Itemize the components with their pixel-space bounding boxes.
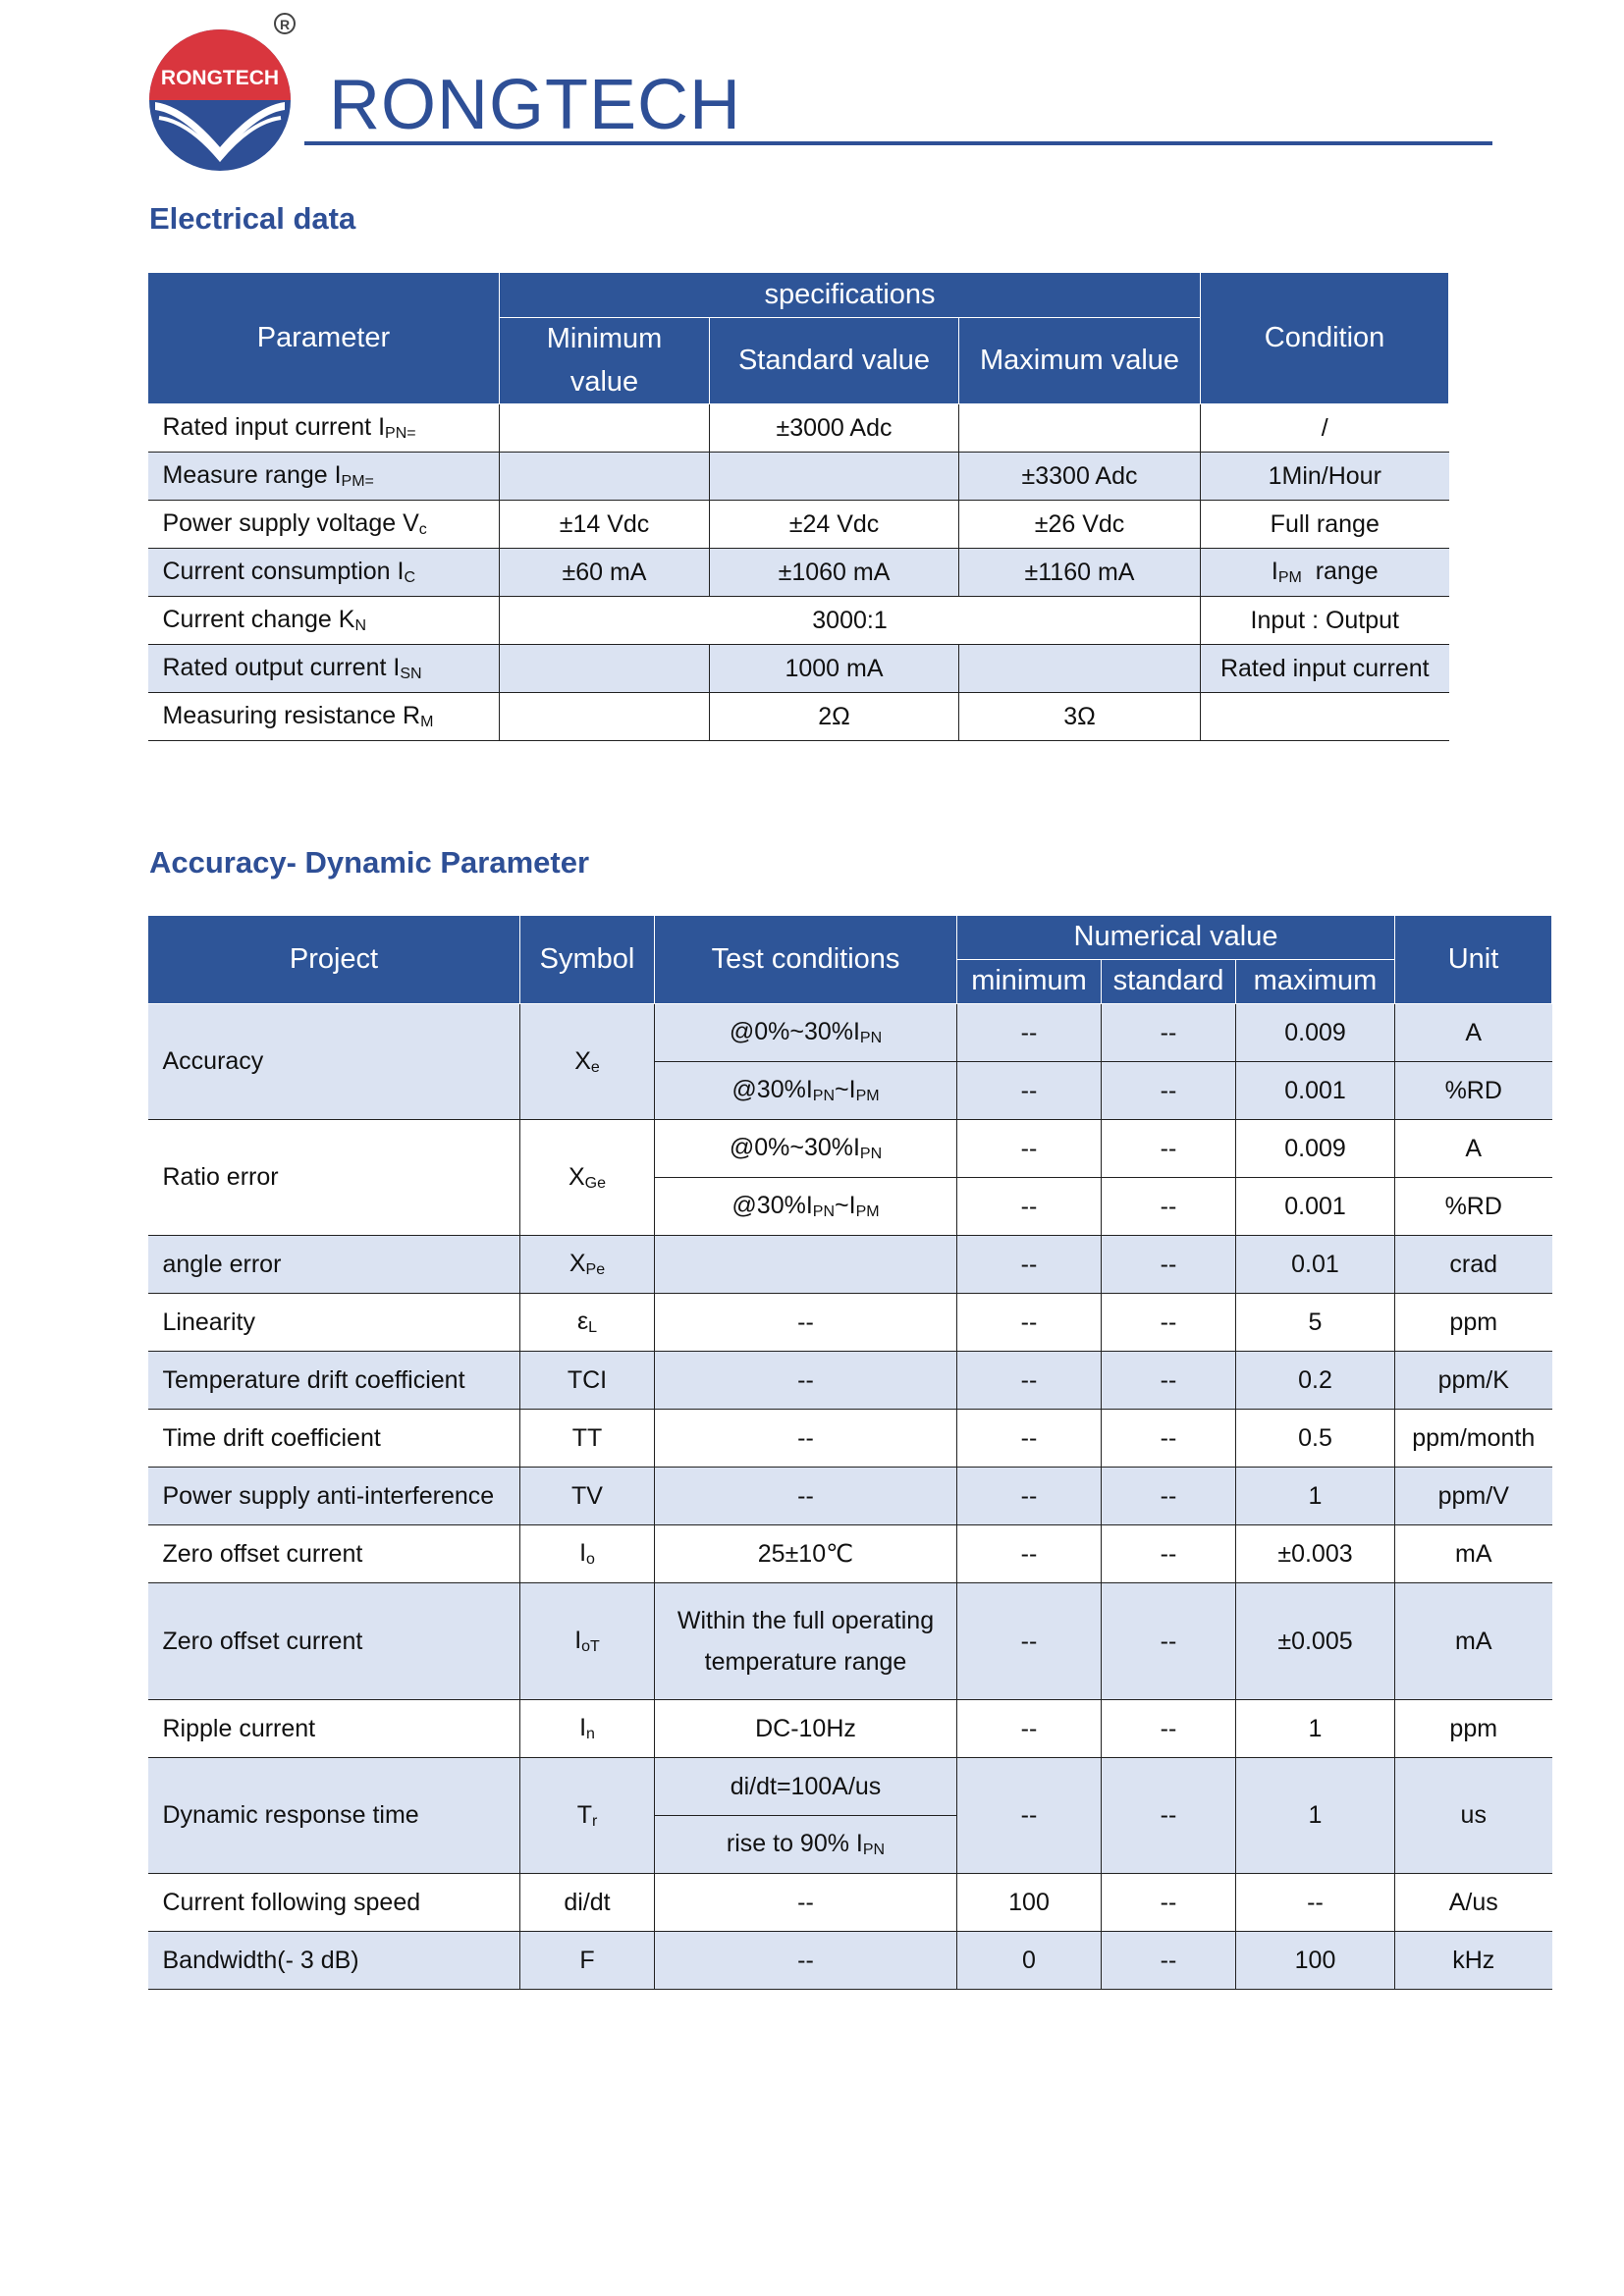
table-cell: ±14 Vdc xyxy=(500,501,710,549)
table-cell: di/dt=100A/us xyxy=(655,1758,957,1816)
table-cell: $I_{PM}$ range xyxy=(1201,549,1449,597)
table-cell: -- xyxy=(957,1468,1102,1525)
electrical-data-table xyxy=(147,272,1449,741)
table-cell: Full range xyxy=(1201,501,1449,549)
header-specifications: specifications xyxy=(500,273,1201,318)
table-cell: ppm xyxy=(1395,1700,1552,1758)
table-cell: -- xyxy=(1102,1525,1236,1583)
header-condition: Condition xyxy=(1201,273,1449,404)
table-cell: -- xyxy=(957,1583,1102,1700)
table-cell: Time drift coefficient xyxy=(148,1410,520,1468)
table-cell: mA xyxy=(1395,1525,1552,1583)
table-cell xyxy=(500,693,710,741)
table-cell: ±1060 mA xyxy=(710,549,959,597)
table-cell: -- xyxy=(1102,1062,1236,1120)
table-cell: -- xyxy=(655,1352,957,1410)
header-maximum-value: Maximum value xyxy=(959,318,1201,404)
table-cell xyxy=(655,1236,957,1294)
table-cell: -- xyxy=(957,1236,1102,1294)
table-cell: -- xyxy=(655,1294,957,1352)
table-cell: Rated input current $I_{PN=}$ xyxy=(148,404,500,453)
table-cell: 0 xyxy=(957,1932,1102,1990)
table-cell: $\varepsilon_L$ xyxy=(520,1294,655,1352)
table-cell: $@0\%\sim 30\%I_{PN}$ xyxy=(655,1120,957,1178)
table-cell: 2Ω xyxy=(710,693,959,741)
table-row xyxy=(148,1525,1552,1583)
table-cell: ppm/K xyxy=(1395,1352,1552,1410)
table-cell: -- xyxy=(1102,1874,1236,1932)
table-row xyxy=(148,1236,1552,1294)
table-cell: $X_{Pe}$ xyxy=(520,1236,655,1294)
table-row xyxy=(148,1700,1552,1758)
table-cell: A xyxy=(1395,1120,1552,1178)
table-cell: $@30\%I_{PN}\sim I_{PM}$ xyxy=(655,1178,957,1236)
rongtech-logo xyxy=(145,12,304,171)
table-cell: -- xyxy=(957,1062,1102,1120)
table-cell xyxy=(500,645,710,693)
table-row xyxy=(148,501,1449,549)
header-symbol: Symbol xyxy=(520,916,655,1004)
accuracy-title: Accuracy- Dynamic Parameter xyxy=(149,845,590,880)
table-cell: TCI xyxy=(520,1352,655,1410)
table-cell: rise to 90% $I_{PN}$ xyxy=(655,1816,957,1874)
table-cell: Ratio error xyxy=(148,1120,520,1236)
header-standard-value: Standard value xyxy=(710,318,959,404)
table-row xyxy=(148,1583,1552,1700)
table-cell: Current consumption $I_C$ xyxy=(148,549,500,597)
table-row xyxy=(148,1004,1552,1062)
table-cell: -- xyxy=(1102,1178,1236,1236)
table-cell: -- xyxy=(655,1410,957,1468)
table-cell: 3000:1 xyxy=(500,597,1201,645)
table-cell: ±26 Vdc xyxy=(959,501,1201,549)
table-cell: Linearity xyxy=(148,1294,520,1352)
table-cell: $I_{oT}$ xyxy=(520,1583,655,1700)
table-cell: di/dt xyxy=(520,1874,655,1932)
table-cell: Accuracy xyxy=(148,1004,520,1120)
table-cell: ±60 mA xyxy=(500,549,710,597)
table-cell: Zero offset current xyxy=(148,1525,520,1583)
table-cell: 1 xyxy=(1236,1758,1395,1874)
table-cell: -- xyxy=(655,1468,957,1525)
table-cell: ppm/V xyxy=(1395,1468,1552,1525)
table-cell: Measuring resistance $R_M$ xyxy=(148,693,500,741)
table-cell: 0.2 xyxy=(1236,1352,1395,1410)
table-row xyxy=(148,404,1449,453)
table-cell: -- xyxy=(1102,1583,1236,1700)
table-row xyxy=(148,693,1449,741)
page-header xyxy=(145,12,1500,169)
table-cell xyxy=(1201,693,1449,741)
header-test-conditions: Test conditions xyxy=(655,916,957,1004)
header-project: Project xyxy=(148,916,520,1004)
electrical-data-title: Electrical data xyxy=(149,201,356,236)
table-cell: 0.009 xyxy=(1236,1004,1395,1062)
table-cell xyxy=(710,453,959,501)
table-cell: -- xyxy=(1102,1236,1236,1294)
table-cell: Power supply voltage $V_c$ xyxy=(148,501,500,549)
header-divider xyxy=(304,141,1492,145)
header-standard: standard xyxy=(1102,960,1236,1004)
table-cell: 0.5 xyxy=(1236,1410,1395,1468)
table-cell: Power supply anti-interference xyxy=(148,1468,520,1525)
logo-text: RONGTECH xyxy=(160,67,280,89)
table-row xyxy=(148,1294,1552,1352)
table-cell xyxy=(500,404,710,453)
table-cell: Rated input current xyxy=(1201,645,1449,693)
header-parameter: Parameter xyxy=(148,273,500,404)
table-cell: -- xyxy=(1102,1120,1236,1178)
table-cell: DC-10Hz xyxy=(655,1700,957,1758)
table-cell: 3Ω xyxy=(959,693,1201,741)
table-cell: -- xyxy=(957,1004,1102,1062)
header-minimum-value: Minimum value xyxy=(500,318,710,404)
table-cell: 100 xyxy=(1236,1932,1395,1990)
table-cell: -- xyxy=(957,1525,1102,1583)
table-cell: 100 xyxy=(957,1874,1102,1932)
header-minimum: minimum xyxy=(957,960,1102,1004)
table-cell: -- xyxy=(1102,1758,1236,1874)
header-maximum: maximum xyxy=(1236,960,1395,1004)
table-cell: -- xyxy=(957,1352,1102,1410)
table-cell: 0.009 xyxy=(1236,1120,1395,1178)
table-row xyxy=(148,597,1449,645)
table-cell xyxy=(959,645,1201,693)
table-cell: crad xyxy=(1395,1236,1552,1294)
table-cell: -- xyxy=(1102,1294,1236,1352)
table-cell: -- xyxy=(957,1294,1102,1352)
table-cell xyxy=(500,453,710,501)
accuracy-table xyxy=(147,915,1552,1990)
table-cell: Dynamic response time xyxy=(148,1758,520,1874)
table-cell: 1 xyxy=(1236,1468,1395,1525)
table-cell: $X_e$ xyxy=(520,1004,655,1120)
table-cell: -- xyxy=(655,1874,957,1932)
table-cell: %RD xyxy=(1395,1062,1552,1120)
table-cell: 1000 mA xyxy=(710,645,959,693)
table-cell: ±1160 mA xyxy=(959,549,1201,597)
table-row xyxy=(148,549,1449,597)
table-cell: -- xyxy=(1102,1352,1236,1410)
table-cell: A xyxy=(1395,1004,1552,1062)
table-cell: -- xyxy=(957,1120,1102,1178)
table-row xyxy=(148,1352,1552,1410)
table-cell: -- xyxy=(1102,1468,1236,1525)
brand-name: RONGTECH xyxy=(329,66,741,144)
table-cell: $I_o$ xyxy=(520,1525,655,1583)
table-cell: $@0\%\sim 30\%I_{PN}$ xyxy=(655,1004,957,1062)
table-cell: ±0.003 xyxy=(1236,1525,1395,1583)
table-cell: kHz xyxy=(1395,1932,1552,1990)
table-cell: Current following speed xyxy=(148,1874,520,1932)
table-cell: Measure range $I_{PM=}$ xyxy=(148,453,500,501)
table-cell: / xyxy=(1201,404,1449,453)
table-cell: Input : Output xyxy=(1201,597,1449,645)
table-row xyxy=(148,1932,1552,1990)
table-cell: Within the full operating temperature range xyxy=(655,1583,957,1700)
table-cell: $T_r$ xyxy=(520,1758,655,1874)
table-row xyxy=(148,645,1449,693)
table-cell: $I_n$ xyxy=(520,1700,655,1758)
table-cell: $X_{Ge}$ xyxy=(520,1120,655,1236)
table-cell: F xyxy=(520,1932,655,1990)
table-row xyxy=(148,1410,1552,1468)
table-cell: -- xyxy=(1102,1410,1236,1468)
table-cell: ±24 Vdc xyxy=(710,501,959,549)
header-numerical-value: Numerical value xyxy=(957,916,1395,960)
table-cell: -- xyxy=(655,1932,957,1990)
table-row xyxy=(148,1468,1552,1525)
table-cell: -- xyxy=(1236,1874,1395,1932)
table-cell: Temperature drift coefficient xyxy=(148,1352,520,1410)
table-cell: ±3300 Adc xyxy=(959,453,1201,501)
table-cell: Zero offset current xyxy=(148,1583,520,1700)
table-cell: -- xyxy=(1102,1932,1236,1990)
table-cell: 0.001 xyxy=(1236,1178,1395,1236)
table-cell: angle error xyxy=(148,1236,520,1294)
registered-mark: R xyxy=(279,17,291,32)
table-cell: 0.01 xyxy=(1236,1236,1395,1294)
table-cell: $@30\%I_{PN}\sim I_{PM}$ xyxy=(655,1062,957,1120)
table-cell: -- xyxy=(1102,1700,1236,1758)
table-cell: -- xyxy=(957,1410,1102,1468)
table-cell: us xyxy=(1395,1758,1552,1874)
table-cell: 0.001 xyxy=(1236,1062,1395,1120)
table-cell: Ripple current xyxy=(148,1700,520,1758)
table-cell: TT xyxy=(520,1410,655,1468)
table-cell: ppm/month xyxy=(1395,1410,1552,1468)
table-cell: 1 xyxy=(1236,1700,1395,1758)
table-cell: Current change $K_N$ xyxy=(148,597,500,645)
table-cell: TV xyxy=(520,1468,655,1525)
table-row xyxy=(148,1758,1552,1816)
table-cell: ppm xyxy=(1395,1294,1552,1352)
table-cell: ±0.005 xyxy=(1236,1583,1395,1700)
table-cell: -- xyxy=(957,1178,1102,1236)
table-cell xyxy=(959,404,1201,453)
table-cell: 5 xyxy=(1236,1294,1395,1352)
header-unit: Unit xyxy=(1395,916,1552,1004)
table-cell: %RD xyxy=(1395,1178,1552,1236)
table-cell: -- xyxy=(957,1700,1102,1758)
table-cell: 25±10℃ xyxy=(655,1525,957,1583)
table-row xyxy=(148,453,1449,501)
table-cell: Rated output current $I_{SN}$ xyxy=(148,645,500,693)
table-row xyxy=(148,1874,1552,1932)
table-cell: ±3000 Adc xyxy=(710,404,959,453)
table-cell: 1Min/Hour xyxy=(1201,453,1449,501)
table-cell: -- xyxy=(1102,1004,1236,1062)
table-cell: mA xyxy=(1395,1583,1552,1700)
table-cell: A/us xyxy=(1395,1874,1552,1932)
table-cell: Bandwidth(- 3 dB) xyxy=(148,1932,520,1990)
table-cell: -- xyxy=(957,1758,1102,1874)
table-row xyxy=(148,1120,1552,1178)
